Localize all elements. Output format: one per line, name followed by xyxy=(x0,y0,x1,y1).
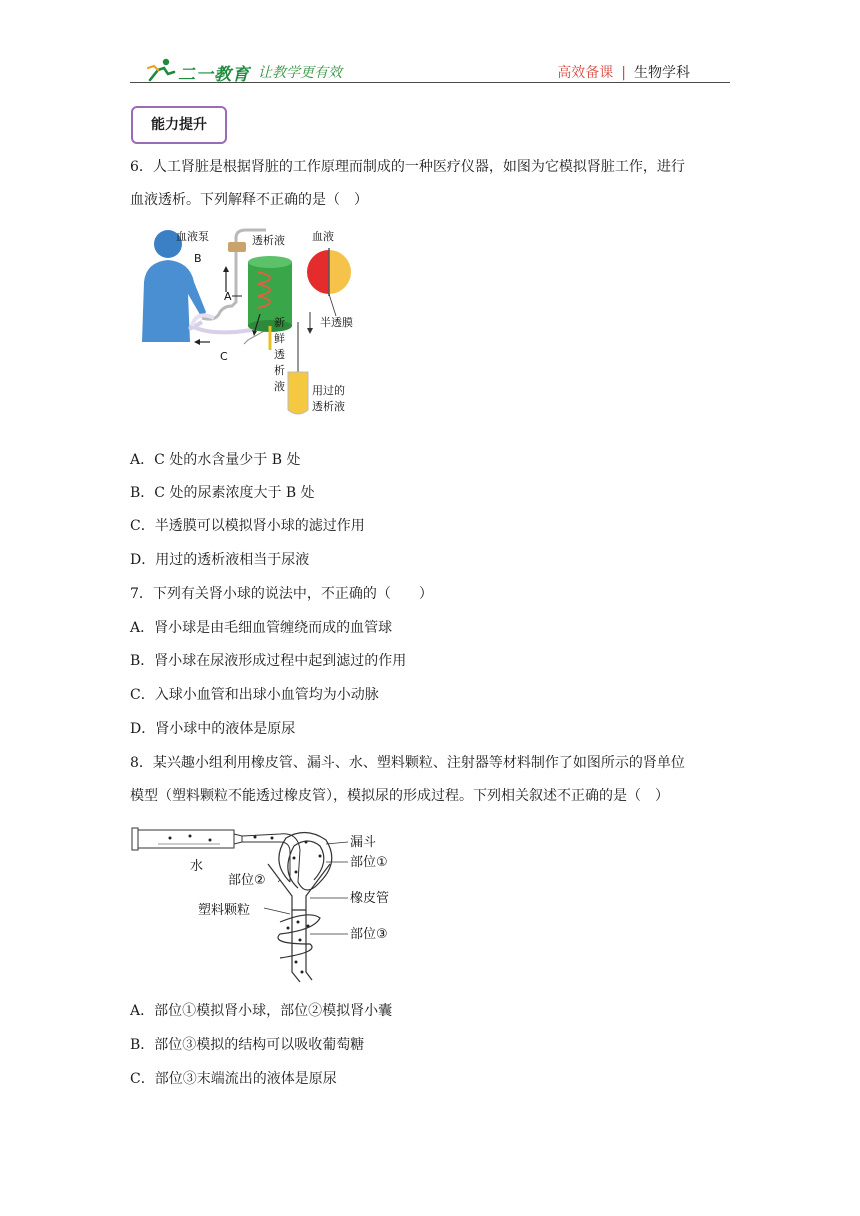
label-fresh-4: 析 xyxy=(274,364,285,377)
page-header xyxy=(130,56,730,86)
label-b: B xyxy=(194,252,202,265)
label-funnel: 漏斗 xyxy=(350,835,377,850)
label-rubber-tube: 橡皮管 xyxy=(350,891,390,906)
nephron-model-figure xyxy=(130,822,410,984)
runner-logo-icon xyxy=(146,58,176,82)
q7-option-b: B．肾小球在尿液形成过程中起到滤过的作用 xyxy=(130,653,407,669)
label-fresh-5: 液 xyxy=(274,380,285,393)
label-part2: 部位② xyxy=(228,873,266,888)
q6-option-b: B．C 处的尿素浓度大于 B 处 xyxy=(130,485,315,501)
label-fresh-1: 新 xyxy=(274,316,285,329)
q7-stem: 7．下列有关肾小球的说法中，不正确的（ ） xyxy=(130,586,433,602)
slogan: 让教学更有效 xyxy=(258,65,342,81)
tag-efficient-prep: 高效备课 xyxy=(557,65,614,81)
blood-pump-icon xyxy=(228,242,246,252)
q6-option-a: A．C 处的水含量少于 B 处 xyxy=(130,452,301,468)
label-blood-pump: 血液泵 xyxy=(176,230,209,243)
q6-option-c: C．半透膜可以模拟肾小球的滤过作用 xyxy=(130,518,365,534)
header-rule xyxy=(130,82,730,83)
label-blood: 血液 xyxy=(312,230,334,243)
label-a: A xyxy=(224,290,232,303)
q8-option-b: B．部位③模拟的结构可以吸收葡萄糖 xyxy=(130,1037,365,1053)
q7-option-d: D．肾小球中的液体是原尿 xyxy=(130,721,296,737)
q8-option-c: C．部位③末端流出的液体是原尿 xyxy=(130,1071,337,1087)
q6-stem-line2: 血液透析。下列解释不正确的是（ ） xyxy=(130,192,368,208)
section-badge: 能力提升 xyxy=(131,106,227,144)
label-fresh-3: 透 xyxy=(274,348,285,361)
q8-stem-line2: 模型（塑料颗粒不能透过橡皮管），模拟尿的形成过程。下列相关叙述不正确的是（ ） xyxy=(130,788,669,804)
q6-option-d: D．用过的透析液相当于尿液 xyxy=(130,552,310,568)
q8-stem-line1: 8．某兴趣小组利用橡皮管、漏斗、水、塑料颗粒、注射器等材料制作了如图所示的肾单位 xyxy=(130,755,685,771)
syringe-icon xyxy=(132,828,242,850)
q6-stem-line1: 6．人工肾脏是根据肾脏的工作原理而制成的一种医疗仪器，如图为它模拟肾脏工作，进行 xyxy=(130,159,685,175)
label-particles: 塑料颗粒 xyxy=(198,903,251,918)
label-membrane: 半透膜 xyxy=(320,316,353,329)
blood-membrane-diagram xyxy=(307,248,351,316)
logo-text: 二一教育 xyxy=(178,65,250,85)
label-used-1: 用过的 xyxy=(312,384,345,397)
q7-option-a: A．肾小球是由毛细血管缠绕而成的血管球 xyxy=(130,620,393,636)
tag-subject: 生物学科 xyxy=(634,65,690,81)
label-part1: 部位① xyxy=(350,855,388,870)
label-part3: 部位③ xyxy=(350,927,388,942)
dialyzer xyxy=(248,256,292,332)
q8-option-a: A．部位①模拟肾小球，部位②模拟肾小囊 xyxy=(130,1003,393,1019)
label-used-2: 透析液 xyxy=(312,400,345,413)
dialysis-figure xyxy=(136,222,360,422)
label-water: 水 xyxy=(190,859,204,874)
q7-option-c: C．入球小血管和出球小血管均为小动脉 xyxy=(130,687,379,703)
header-tags xyxy=(557,62,690,82)
tag-separator: | xyxy=(621,65,626,81)
label-dialysate: 透析液 xyxy=(252,234,285,247)
label-c: C xyxy=(220,350,228,363)
label-fresh-2: 鲜 xyxy=(274,332,285,345)
